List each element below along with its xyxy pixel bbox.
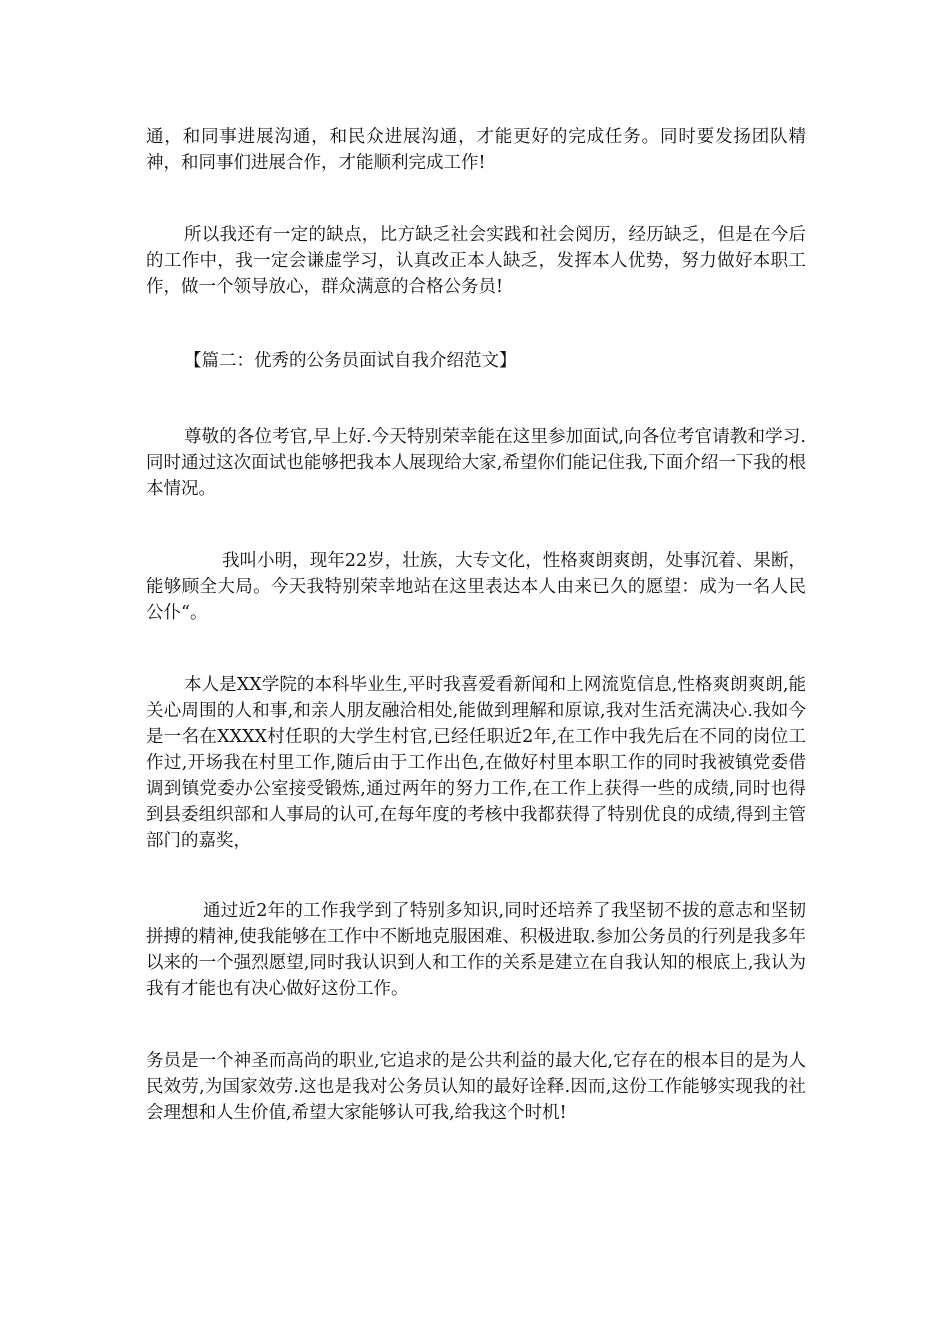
paragraph-2: 所以我还有一定的缺点，比方缺乏社会实践和社会阅历，经历缺乏，但是在今后的工作中，我一定会谦虚学习，认真改正本人缺乏，发挥本人优势，努力做好本职工作，做一个领导放心，群众满意的合格公务员! <box>146 225 806 297</box>
paragraph-3: 尊敬的各位考官,早上好.今天特别荣幸能在这里参加面试,向各位考官请教和学习.同时通过这次面试也能够把我本人展现给大家,希望你们能记住我,下面介绍一下我的根本情况。 <box>146 427 806 499</box>
section-heading: 【篇二：优秀的公务员面试自我介绍范文】 <box>184 351 517 371</box>
paragraph-5: 本人是XX学院的本科毕业生,平时我喜爱看新闻和上网流览信息,性格爽朗爽朗,能关心周围的人和事,和亲人朋友融洽相处,能做到理解和原谅,我对生活充满决心.我如今是一名在XXXX村任职的大学生村官,已经任职近2年,在工作中我先后在不同的岗位工作过,开场我在村里工作,随后由于工作出色,在做好村里本职工作的同时我被镇党委借调到镇党委办公室接受锻炼,通过两年的努力工作,在工作上获得一些的成绩,同时也得到县委组织部和人事局的认可,在每年度的考核中我都获得了特别优良的成绩,得到主管部门的嘉奖， <box>146 675 806 851</box>
paragraph-7: 务员是一个神圣而高尚的职业,它追求的是公共利益的最大化,它存在的根本目的是为人民效劳,为国家效劳.这也是我对公务员认知的最好诠释.因而,这份工作能够实现我的社会理想和人生价值,希望大家能够认可我,给我这个时机! <box>146 1051 806 1123</box>
paragraph-4: 我叫小明，现年22岁，壮族，大专文化，性格爽朗爽朗，处事沉着、果断，能够顾全大局。今天我特别荣幸地站在这里表达本人由来已久的愿望：成为一名人民公仆“。 <box>146 551 806 623</box>
paragraph-1: 通，和同事进展沟通，和民众进展沟通，才能更好的完成任务。同时要发扬团队精神，和同事们进展合作，才能顺利完成工作! <box>146 127 806 173</box>
paragraph-6: 通过近2年的工作我学到了特别多知识,同时还培养了我坚韧不拔的意志和坚韧拼搏的精神,使我能够在工作中不断地克服困难、积极进取.参加公务员的行列是我多年以来的一个强烈愿望,同时我认识到人和工作的关系是建立在自我认知的根底上,我认为我有才能也有决心做好这份工作。 <box>146 901 806 999</box>
